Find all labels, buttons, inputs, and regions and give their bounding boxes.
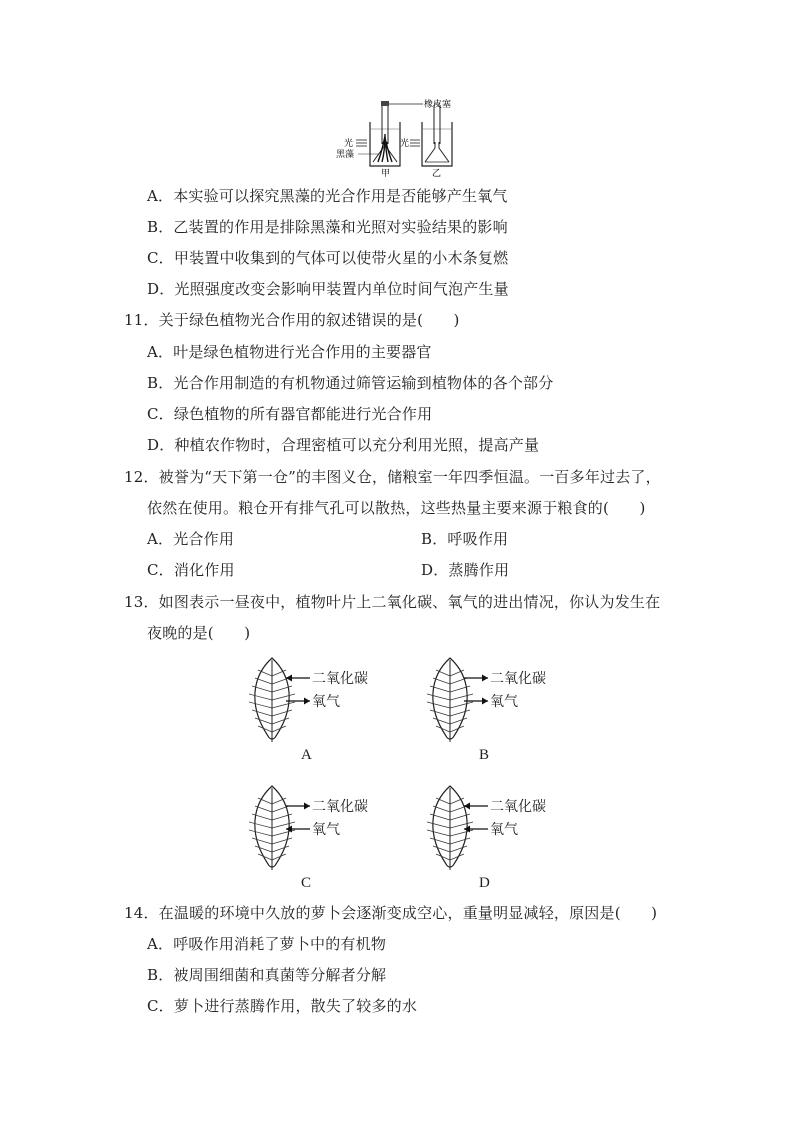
q14-option-a: A．呼吸作用消耗了萝卜中的有机物 <box>147 935 387 953</box>
o2-arrow-head <box>482 698 488 705</box>
q12-option-d: D．蒸腾作用 <box>421 561 510 579</box>
leaf-vein <box>433 846 450 852</box>
co2-label: 二氧化碳 <box>490 799 546 815</box>
apparatus-figure <box>330 96 470 178</box>
o2-label: 氧气 <box>490 822 518 838</box>
q14-option-c: C．萝卜进行蒸腾作用，散失了较多的水 <box>147 997 418 1015</box>
q11-option-b: B．光合作用制造的有机物通过筛管运输到植物体的各个部分 <box>147 374 554 392</box>
q12-option-c: C．消化作用 <box>147 561 235 579</box>
label-light-left: 光 <box>344 139 354 149</box>
q12-stem-line1: 12．被誉为“天下第一仓”的丰图义仓，储粮室一年四季恒温。一百多年过去了， <box>124 468 661 486</box>
leaf-caption-d: D <box>479 875 490 891</box>
leaf-caption-a: A <box>301 747 312 763</box>
leaf-diagram-d <box>424 782 564 874</box>
q11-option-a: A．叶是绿色植物进行光合作用的主要器官 <box>147 343 432 361</box>
leaf-vein <box>427 822 450 828</box>
label-alga: 黑藻 <box>336 150 355 160</box>
co2-arrow-head <box>304 803 310 810</box>
leaf-vein <box>427 702 450 708</box>
q13-stem-line2: 夜晚的是( ) <box>147 624 251 642</box>
label-stopper: 橡皮塞 <box>424 100 452 110</box>
q11-option-c: C．绿色植物的所有器官都能进行光合作用 <box>147 405 433 423</box>
leaf-vein <box>249 702 272 708</box>
label-yi: 乙 <box>432 169 442 178</box>
q14-stem: 14．在温暖的环境中久放的萝卜会逐渐变成空心，重量明显减轻，原因是( ) <box>124 904 658 922</box>
q12-option-a: A．光合作用 <box>147 530 235 548</box>
leaf-vein <box>272 710 292 716</box>
leaf-caption-c: C <box>301 875 312 891</box>
leaf-vein <box>433 718 450 724</box>
leaf-vein <box>252 838 272 844</box>
q11-option-d: D．种植农作物时，合理密植可以充分利用光照，提高产量 <box>147 436 540 454</box>
leaf-diagram-b <box>424 654 564 746</box>
leaf-vein <box>450 702 473 708</box>
leaf-vein <box>272 718 289 724</box>
leaf-vein <box>249 822 272 828</box>
leaf-vein <box>427 694 450 700</box>
leaf-vein <box>427 830 450 836</box>
q11-stem: 11．关于绿色植物光合作用的叙述错误的是( ) <box>124 311 460 329</box>
leaf-diagram-a <box>246 654 386 746</box>
leaf-vein <box>249 830 272 836</box>
leaf-caption-b: B <box>479 747 490 763</box>
q10-option-a: A．本实验可以探究黑藻的光合作用是否能够产生氧气 <box>147 187 508 205</box>
co2-label: 二氧化碳 <box>490 671 546 687</box>
leaf-vein <box>272 702 295 708</box>
leaf-vein <box>272 846 289 852</box>
leaf-vein <box>430 710 450 716</box>
o2-arrow-head <box>304 698 310 705</box>
co2-label: 二氧化碳 <box>312 671 368 687</box>
leaf-vein <box>430 838 450 844</box>
co2-arrow-head <box>482 675 488 682</box>
q13-stem-line1: 13．如图表示一昼夜中，植物叶片上二氧化碳、氧气的进出情况，你认为发生在 <box>124 593 661 611</box>
leaf-vein <box>272 694 295 700</box>
leaf-diagram-c <box>246 782 386 874</box>
label-light-right: 光 <box>400 139 410 149</box>
q14-option-b: B．被周围细菌和真菌等分解者分解 <box>147 966 387 984</box>
leaf-vein <box>450 838 470 844</box>
label-jia: 甲 <box>381 169 391 178</box>
leaf-vein <box>252 710 272 716</box>
leaf-vein <box>450 710 470 716</box>
q10-option-c: C．甲装置中收集到的气体可以使带火星的小木条复燃 <box>147 249 509 267</box>
q10-option-b: B．乙装置的作用是排除黑藻和光照对实验结果的影响 <box>147 218 508 236</box>
leaf-vein <box>255 718 272 724</box>
leaf-vein <box>450 846 467 852</box>
leaf-vein <box>272 838 292 844</box>
leaf-vein <box>450 718 467 724</box>
leaf-vein <box>249 694 272 700</box>
q10-option-d: D．光照强度改变会影响甲装置内单位时间气泡产生量 <box>147 280 509 298</box>
q12-stem-line2: 依然在使用。粮仓开有排气孔可以散热，这些热量主要来源于粮食的( ) <box>147 499 646 517</box>
q12-option-b: B．呼吸作用 <box>421 530 509 548</box>
co2-label: 二氧化碳 <box>312 799 368 815</box>
leaf-vein <box>255 846 272 852</box>
o2-label: 氧气 <box>312 694 340 710</box>
o2-label: 氧气 <box>490 694 518 710</box>
o2-label: 氧气 <box>312 822 340 838</box>
leaf-vein <box>450 694 473 700</box>
